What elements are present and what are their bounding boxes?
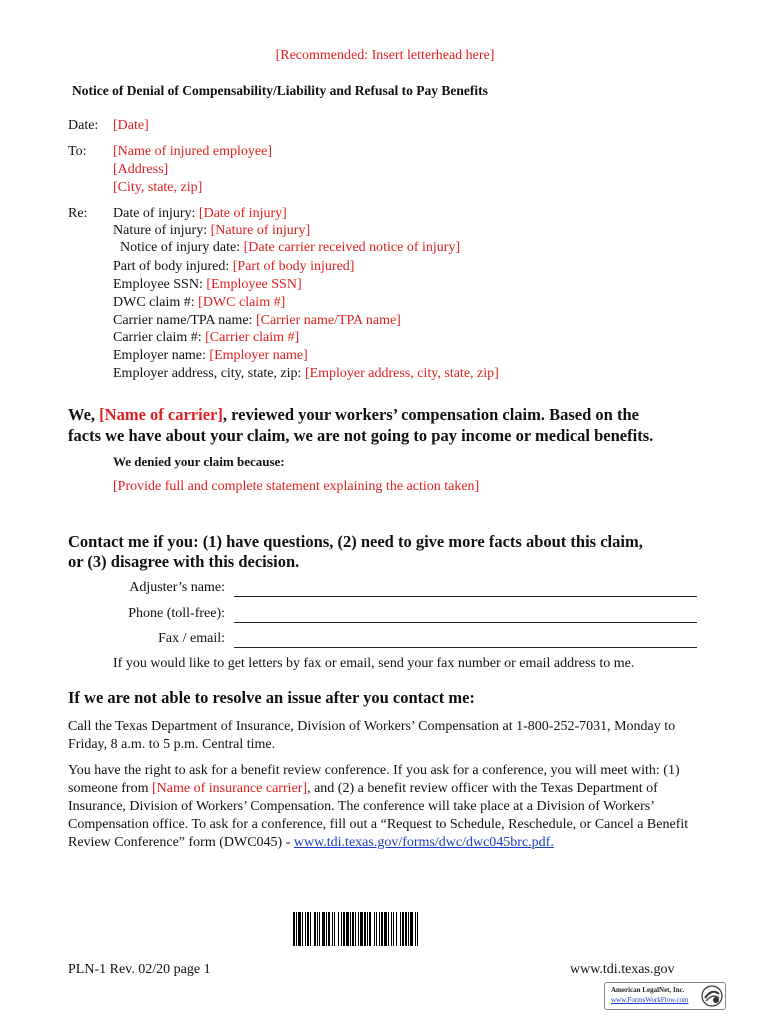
to-label: To: bbox=[68, 144, 87, 159]
re-item bbox=[113, 206, 287, 222]
re-item-label: DWC claim #: bbox=[113, 295, 199, 310]
barcode-bar bbox=[379, 912, 380, 946]
contact-heading-line-1: Contact me if you: (1) have questions, (2) need to give more facts about this claim, bbox=[68, 532, 643, 551]
barcode-bar bbox=[296, 912, 297, 946]
re-item bbox=[113, 259, 354, 275]
contact-heading-line-2: or (3) disagree with this decision. bbox=[68, 552, 300, 571]
barcode-bar bbox=[396, 912, 397, 946]
re-item bbox=[113, 277, 302, 293]
barcode-bar bbox=[350, 912, 351, 946]
barcode-bar bbox=[415, 912, 416, 946]
document-title: Notice of Denial of Compensability/Liability and Refusal to Pay Benefits bbox=[72, 83, 488, 98]
re-item-label: Part of body injured: bbox=[113, 259, 233, 274]
phone-label: Phone (toll-free): bbox=[128, 606, 225, 621]
barcode-bar bbox=[391, 912, 392, 946]
barcode-bar bbox=[384, 912, 387, 946]
barcode-bar bbox=[388, 912, 389, 946]
barcode-bar bbox=[393, 912, 394, 946]
barcode-bar bbox=[376, 912, 377, 946]
barcode-bar bbox=[305, 912, 306, 946]
statement-suffix: , reviewed your workers’ compensation claim. Based on the bbox=[222, 405, 639, 424]
barcode-bar bbox=[402, 912, 404, 946]
barcode-bar bbox=[328, 912, 330, 946]
re-item-label: Carrier name/TPA name: bbox=[113, 313, 256, 328]
re-item bbox=[113, 223, 310, 239]
barcode-bar bbox=[307, 912, 309, 946]
re-item-value: [Employer address, city, state, zip] bbox=[304, 366, 499, 381]
resolve-heading: If we are not able to resolve an issue after you contact me: bbox=[68, 688, 475, 707]
denied-label: We denied your claim because: bbox=[113, 454, 285, 469]
re-item-label: Date of injury: bbox=[113, 206, 199, 221]
barcode-bar bbox=[381, 912, 383, 946]
barcode-bar bbox=[293, 912, 295, 946]
letterhead-placeholder: [Recommended: Insert letterhead here] bbox=[275, 48, 495, 63]
re-item bbox=[113, 330, 299, 346]
barcode-bar bbox=[360, 912, 363, 946]
re-item-label: Nature of injury: bbox=[113, 223, 211, 238]
statement-line-1 bbox=[68, 405, 639, 425]
to-address: [Address] bbox=[113, 162, 169, 177]
barcode-bar bbox=[314, 912, 316, 946]
barcode-bar bbox=[319, 912, 320, 946]
barcode-bar bbox=[317, 912, 318, 946]
re-item-label: Employer name: bbox=[113, 348, 210, 363]
statement-carrier-name: [Name of carrier] bbox=[99, 405, 223, 424]
to-city-state-zip: [City, state, zip] bbox=[113, 180, 203, 195]
re-item bbox=[113, 313, 401, 329]
barcode-bar bbox=[332, 912, 333, 946]
barcode-bar bbox=[334, 912, 335, 946]
barcode-bar bbox=[405, 912, 407, 946]
re-item-value: [DWC claim #] bbox=[198, 295, 286, 310]
barcode-bar bbox=[298, 912, 301, 946]
barcode-bar bbox=[358, 912, 359, 946]
barcode-bar bbox=[367, 912, 368, 946]
barcode-bar bbox=[364, 912, 366, 946]
barcode-bar bbox=[355, 912, 356, 946]
re-item bbox=[120, 240, 460, 256]
re-item bbox=[113, 295, 285, 311]
barcode-bar bbox=[322, 912, 325, 946]
adjuster-name-label: Adjuster’s name: bbox=[129, 580, 225, 595]
statement-line-2: facts we have about your claim, we are not going to pay income or medical benefits. bbox=[68, 426, 654, 445]
form-revision-page: PLN-1 Rev. 02/20 page 1 bbox=[68, 962, 211, 977]
barcode-bar bbox=[369, 912, 371, 946]
barcode-bar bbox=[400, 912, 401, 946]
barcode-bar bbox=[326, 912, 327, 946]
phone-field[interactable] bbox=[234, 622, 697, 623]
to-employee-name: [Name of injured employee] bbox=[113, 144, 272, 159]
re-item-label: Notice of injury date: bbox=[120, 240, 244, 255]
rights-text-part-2: , and (2) a benefit review officer with the Texas Department of Insurance, Division of Workers’ Compensation. The conference will take place at a Division of Workers’ Compensation office. To ask for a conference, fill out a “Request to Schedule, Reschedule, or Cancel a Benefit Review Conference” form (DWC045) - bbox=[68, 781, 689, 850]
fax-note: If you would like to get letters by fax or email, send your fax number or email address to me. bbox=[113, 656, 635, 671]
re-item-label: Employee SSN: bbox=[113, 277, 207, 292]
tdi-website: www.tdi.texas.gov bbox=[570, 962, 675, 977]
barcode-bar bbox=[352, 912, 354, 946]
barcode-bar bbox=[417, 912, 418, 946]
re-item-value: [Carrier claim #] bbox=[205, 330, 300, 345]
legalnet-badge[interactable] bbox=[604, 982, 726, 1010]
adjuster-name-field[interactable] bbox=[234, 596, 697, 597]
barcode-icon bbox=[293, 912, 479, 946]
re-item-value: [Date of injury] bbox=[198, 206, 287, 221]
barcode-bar bbox=[310, 912, 311, 946]
barcode-bar bbox=[374, 912, 375, 946]
rights-paragraph bbox=[68, 762, 708, 852]
denied-reason: [Provide full and complete statement explaining the action taken] bbox=[113, 479, 480, 494]
re-item-value: [Nature of injury] bbox=[210, 223, 311, 238]
barcode-bar bbox=[302, 912, 303, 946]
badge-url: www.FormsWorkFlow.com bbox=[611, 996, 689, 1004]
re-item-value: [Employee SSN] bbox=[206, 277, 302, 292]
re-label: Re: bbox=[68, 206, 88, 221]
barcode-bar bbox=[343, 912, 345, 946]
re-item bbox=[113, 348, 308, 364]
dwc045-form-link[interactable]: www.tdi.texas.gov/forms/dwc/dwc045brc.pdf. bbox=[293, 835, 554, 850]
fax-email-field[interactable] bbox=[234, 647, 697, 648]
date-value: [Date] bbox=[113, 118, 149, 133]
call-tdi-text: Call the Texas Department of Insurance, Division of Workers’ Compensation at 1-800-252-7031, Monday to Friday, 8 a.m. to 5 p.m. Central time. bbox=[68, 719, 676, 752]
re-item-value: [Employer name] bbox=[209, 348, 308, 363]
re-item-value: [Carrier name/TPA name] bbox=[255, 313, 401, 328]
badge-company-name: American LegalNet, Inc. bbox=[611, 986, 685, 994]
re-item-label: Employer address, city, state, zip: bbox=[113, 366, 305, 381]
re-item-value: [Date carrier received notice of injury] bbox=[243, 240, 461, 255]
rights-insurer-name: [Name of insurance carrier] bbox=[151, 781, 308, 796]
barcode-bar bbox=[410, 912, 413, 946]
barcode-bar bbox=[408, 912, 409, 946]
re-item-value: [Part of body injured] bbox=[232, 259, 355, 274]
statement-prefix: We, bbox=[68, 405, 100, 424]
barcode-bar bbox=[338, 912, 339, 946]
fax-email-label: Fax / email: bbox=[158, 631, 225, 646]
date-label: Date: bbox=[68, 118, 99, 133]
re-item bbox=[113, 366, 499, 382]
rights-text-part-1: You have the right to ask for a benefit review conference. If you ask for a conference, you will meet with: (1) someone from bbox=[68, 763, 680, 796]
legalnet-logo-icon bbox=[701, 985, 723, 1007]
re-item-label: Carrier claim #: bbox=[113, 330, 206, 345]
barcode-bar bbox=[346, 912, 349, 946]
barcode-bar bbox=[341, 912, 342, 946]
